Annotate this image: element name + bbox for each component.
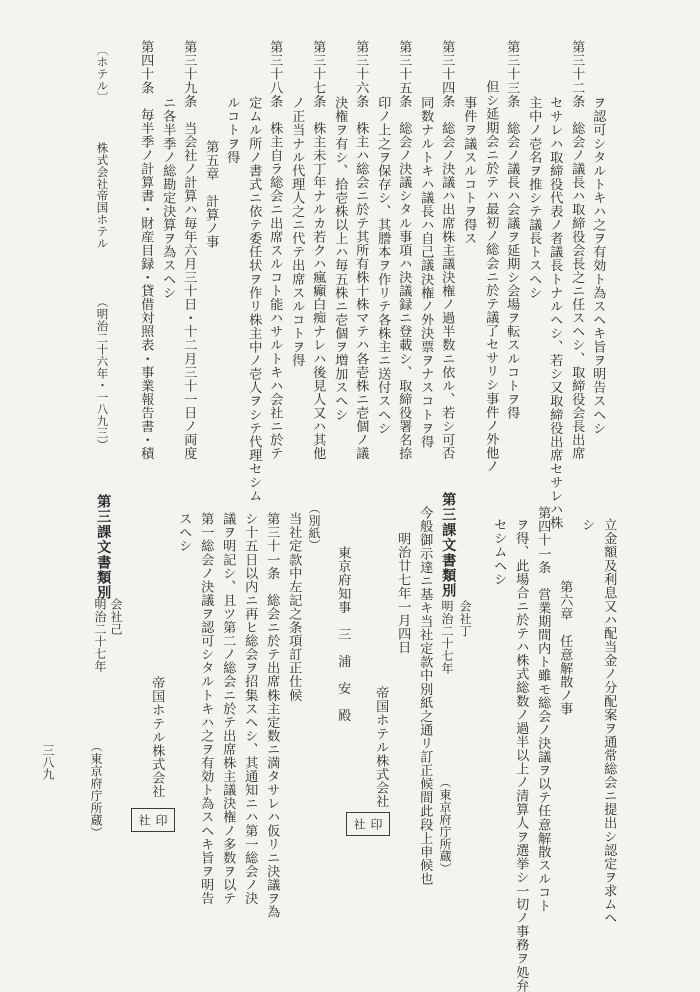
text-column: セサレハ取締役代表ノ者議長トナルヘシ、若シ又取締役出席セサレハ株 [547,96,563,530]
article-37: 第三十七条 株主未丁年ナルカ若クハ瘋癲白痴ナレハ後見人又ハ其他 [310,40,326,461]
article-39: 第三十九条 当会社ノ計算ハ毎年六月三十日・十二月三十一日ノ両度 [181,40,197,461]
text-column: ノ正当ナル代理人之ニ代テ出席スルコトヲ得 [289,96,305,367]
doc-label-top: 会社己 [109,598,123,636]
page-number: 三八九 [41,744,55,780]
article-31: 第三十一条 総会ニ於テ出席株主定数ニ満タサレハ仮リニ決議ヲ為 [264,512,280,919]
article-35: 第三十五条 総会ノ決議シタル事項ハ決議録ニ登載シ、取締役署名捺 [396,40,412,461]
article-32: 第三十二条 総会ノ議長ハ取締役会長之ニ任スヘシ、取締役会長出席 [569,40,585,461]
article-40: 第四十条 毎半季ノ計算書・財産目録・貸借対照表・事業報告書・積 [138,40,154,461]
article-36: 第三十六条 株主ハ総会ニ於テ其所有株十株マテハ各壱株ニ壱個ノ議 [353,40,369,461]
text-column: シ [579,518,595,532]
text-column: セシムヘシ [491,518,507,586]
doc-date: 明治廿七年一月四日 [395,532,411,654]
footer-company: 株式会社帝国ホテル [95,142,110,250]
company-tag: 〔ホテル〕 [95,44,110,104]
text-column: 同数ナルトキハ議長ハ自己議決権ノ外決票ヲナスコトヲ得 [418,96,434,449]
text-column: シ十五日以内ニ再ヒ総会ヲ招集スヘシ、其通知ニハ第一総会ノ決 [242,512,258,905]
doc-source: （東京府庁所蔵） [89,740,103,839]
doc-heading: 第三課文書類別 [440,492,457,599]
doc-company: 帝国ホテル株式会社 [373,686,389,808]
doc-source: （東京府庁所蔵） [438,776,452,875]
chapter-heading: 第六章 任意解散ノ事 [557,580,573,716]
article-41: 第四十一条 営業期間内ト雖モ総会ノ決議ヲ以テ任意解散スルコト [535,506,551,913]
text-column: 第一総会ノ決議ヲ認可シタルトキハ之ヲ有効ト為スヘキ旨ヲ明告 [198,512,214,905]
text-column: 定ムル所ノ書式ニ依テ委任状ヲ作リ株主中ノ壱人ヲシテ代理セシム [246,96,262,503]
footer-era: （明治二十六年・一八九三） [95,296,110,451]
attachment-label: （別紙） [307,502,321,552]
text-column: 但シ延期会ニ於テハ最初ノ総会ニ於テ議了セサリシ事件ノ外他ノ [483,80,499,473]
text-column: 立金額及利息又ハ配当金ノ分配案ヲ通常総会ニ提出シ認定ヲ求ムヘ [601,518,617,925]
article-34: 第三十四条 総会ノ決議ハ出席株主議決権ノ過半数ニ依ル、若シ可否 [439,40,455,461]
article-33: 第三十三条 総会ノ議長ハ会議ヲ延期シ会場ヲ転スルコトヲ得 [504,40,520,420]
text-column: 印ノ上之ヲ保存シ、其謄本ヲ作リテ各株主ニ送付スヘシ [375,96,391,435]
text-column: スヘシ [176,512,192,553]
text-column: ルコトヲ得 [224,96,240,164]
doc-company: 帝国ホテル株式会社 [149,676,165,798]
doc-addressee: 東京府知事 三 浦 安 殿 [335,546,351,723]
doc-label-year: 明治二十七年 [440,600,454,675]
text-column: ニ各半季ノ総勘定決算ヲ為スヘシ [160,96,176,300]
text-column: ヲ得、此場合ニ於テハ株式総数ノ過半以上ノ清算人ヲ選挙シ一切ノ事務ヲ処弁 [513,518,529,992]
text-column: ヲ認可シタルトキハ之ヲ有効ト為スヘキ旨ヲ明告スヘシ [590,96,606,435]
article-38: 第三十八条 株主自ラ総会ニ出席スルコト能ハサルトキハ会社ニ於テ [267,40,283,461]
text-column: 決権ヲ有シ、拾壱株以上ハ毎五株ニ壱個ヲ増加スヘシ [332,96,348,422]
text-column: 主中ノ壱名ヲ推シテ議長トスヘシ [526,96,542,300]
company-seal: 印 社 [346,812,390,836]
doc-label-top: 会社丁 [458,600,472,638]
doc-label-year: 明治二十七年 [93,598,107,673]
doc-body: 今般御示達ニ基キ当社定款中別紙之通リ訂正候間此段上申候也 [417,506,433,886]
text-column: 当社定款中左記之条項訂正仕候 [286,512,302,702]
chapter-heading: 第五章 計算ノ事 [203,140,219,249]
text-column: 議ヲ明記シ、且ツ第二ノ総会ニ於テ出席株主議決権ノ多数ヲ以テ [220,512,236,905]
doc-heading: 第三課文書類別 [95,494,112,601]
text-column: 事件ヲ議スルコトヲ得ス [461,96,477,246]
company-seal: 印 社 [131,808,175,832]
